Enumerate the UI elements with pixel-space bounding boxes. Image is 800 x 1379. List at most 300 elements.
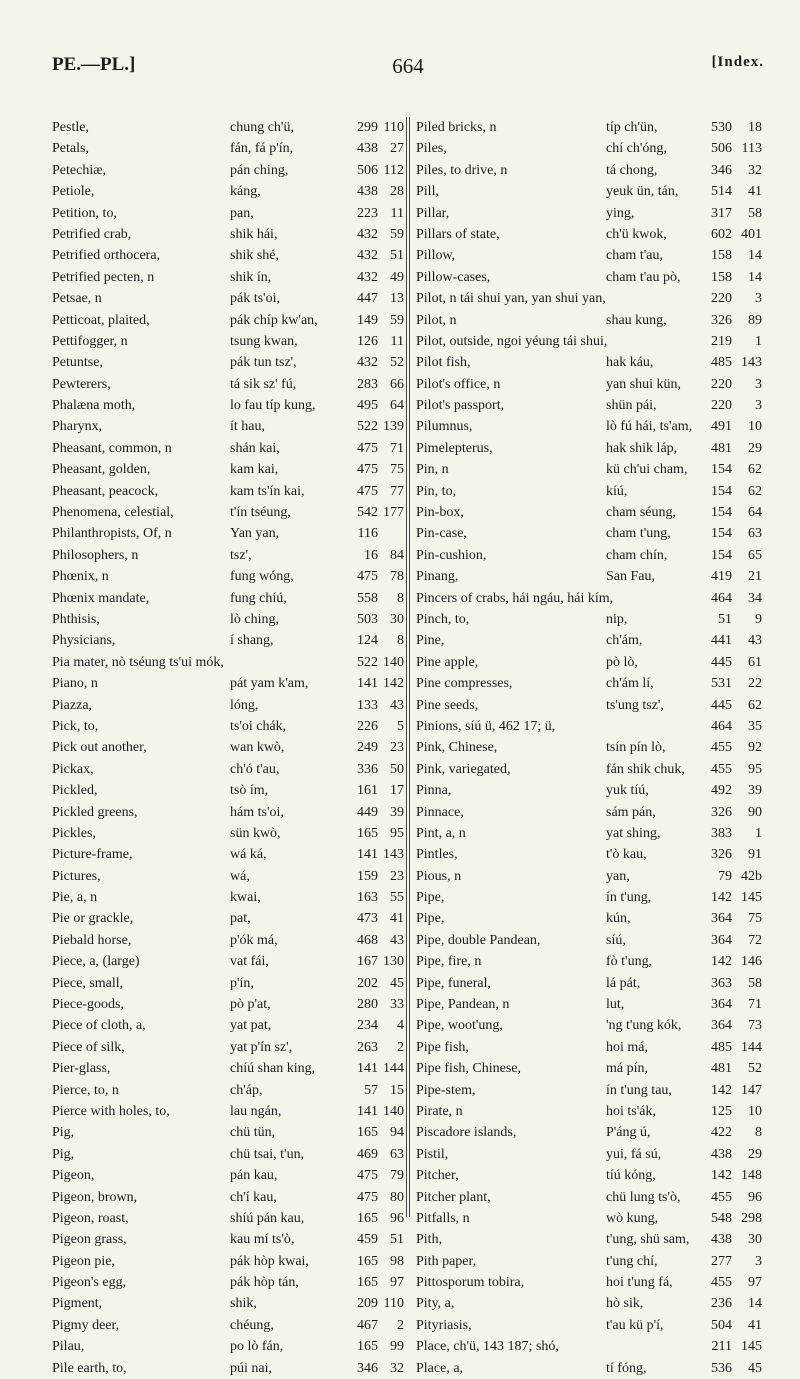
page-ref: 326 — [711, 312, 732, 328]
entry-term: Pilot's passport, — [416, 398, 505, 414]
chinese-term: lut, — [606, 997, 625, 1013]
entry-term: Pettifogger, n — [52, 333, 128, 349]
index-entry-row — [412, 609, 768, 630]
item-number: 140 — [383, 654, 404, 670]
item-number: 13 — [390, 291, 404, 307]
index-entry-row — [52, 1101, 406, 1122]
entry-term: Pickled, — [52, 783, 98, 799]
chinese-term: ít hau, — [230, 419, 265, 435]
entry-term: Pinch, to, — [416, 611, 470, 627]
index-entry-row — [52, 994, 406, 1015]
item-number: 35 — [748, 718, 762, 734]
page-ref: 154 — [711, 547, 732, 563]
index-entry-row — [412, 673, 768, 694]
page-ref: 455 — [711, 761, 732, 777]
index-entry-row — [412, 395, 768, 416]
column-divider — [409, 117, 410, 1217]
item-number: 8 — [397, 590, 404, 606]
item-number: 75 — [390, 462, 404, 478]
chinese-term: fán, fá p'ín, — [230, 141, 294, 157]
item-number: 32 — [390, 1360, 404, 1376]
page-ref: 226 — [357, 718, 378, 734]
entry-term: Pigeon, roast, — [52, 1210, 129, 1226]
index-entry-row — [52, 695, 406, 716]
index-entry-row — [412, 737, 768, 758]
index-entry-row — [412, 1208, 768, 1229]
entry-term: Petechiæ, — [52, 162, 107, 178]
chinese-term: kwai, — [230, 890, 261, 906]
entry-term: Pigeon, brown, — [52, 1189, 138, 1205]
index-entry-row — [52, 973, 406, 994]
index-entry-row — [412, 1144, 768, 1165]
item-number: 140 — [383, 1103, 404, 1119]
page-ref: 602 — [711, 226, 732, 242]
chinese-term: kíú, — [606, 483, 628, 499]
index-entry-row — [412, 1015, 768, 1036]
item-number: 113 — [741, 141, 762, 157]
chinese-term: ín t'ung tau, — [606, 1082, 672, 1098]
index-entry-row — [412, 1101, 768, 1122]
chinese-term: cham t'ung, — [606, 526, 671, 542]
index-entry-row — [412, 416, 768, 437]
index-entry-row — [52, 1165, 406, 1186]
item-number: 8 — [397, 633, 404, 649]
chinese-term: t'ín tséung, — [230, 505, 291, 521]
item-number: 41 — [390, 911, 404, 927]
item-number: 27 — [390, 141, 404, 157]
index-entry-row — [412, 1272, 768, 1293]
chinese-term: ts'ung tsz', — [606, 697, 664, 713]
page-ref: 548 — [711, 1210, 732, 1226]
index-entry-row — [52, 438, 406, 459]
item-number: 49 — [390, 269, 404, 285]
item-number: 34 — [748, 590, 762, 606]
entry-term: Piles, — [416, 141, 447, 157]
index-entry-row — [52, 416, 406, 437]
page-ref: 432 — [357, 355, 378, 371]
entry-term: Pilot, n tái shui yan, yan shui yan, — [416, 291, 606, 307]
chinese-term: cham t'au pò, — [606, 269, 681, 285]
index-entry-row — [52, 459, 406, 480]
entry-term: Pia mater, nò tséung ts'ui mók, — [52, 654, 224, 670]
item-number: 71 — [748, 997, 762, 1013]
index-entry-row — [52, 1015, 406, 1036]
item-number: 23 — [390, 868, 404, 884]
page-ref: 495 — [357, 398, 378, 414]
index-entry-row — [412, 844, 768, 865]
entry-term: Pharynx, — [52, 419, 103, 435]
item-number: 5 — [397, 718, 404, 734]
index-entry-row — [52, 673, 406, 694]
page-ref: 514 — [711, 184, 732, 200]
index-entry-row — [52, 1058, 406, 1079]
page-ref: 432 — [357, 226, 378, 242]
page-ref: 346 — [711, 162, 732, 178]
entry-term: Petition, to, — [52, 205, 117, 221]
chinese-term: wá ká, — [230, 847, 267, 863]
item-number: 177 — [383, 505, 404, 521]
item-number: 18 — [748, 120, 762, 135]
index-entry-row — [412, 1229, 768, 1250]
index-entry-row — [412, 459, 768, 480]
item-number: 42b — [741, 868, 762, 884]
page-ref: 149 — [357, 312, 378, 328]
index-entry-row — [52, 609, 406, 630]
entry-term: Pile earth, to, — [52, 1360, 127, 1376]
chinese-term: ts'oi chák, — [230, 718, 287, 734]
page-ref: 438 — [357, 184, 378, 200]
page-ref: 125 — [711, 1103, 732, 1119]
index-entry-row — [52, 1272, 406, 1293]
item-number: 89 — [748, 312, 762, 328]
page-ref: 473 — [357, 911, 378, 927]
item-number: 96 — [390, 1210, 404, 1226]
chinese-term: vat fái, — [230, 954, 269, 970]
entry-term: Pilau, — [52, 1339, 85, 1355]
page-ref: 158 — [711, 248, 732, 264]
item-number: 112 — [383, 162, 404, 178]
page-ref: 485 — [711, 1039, 732, 1055]
chinese-term: wá, — [230, 868, 250, 884]
page-ref: 506 — [357, 162, 378, 178]
index-entry-row — [52, 737, 406, 758]
chinese-term: cham séung, — [606, 505, 676, 521]
chinese-term: fán shik chuk, — [606, 761, 685, 777]
entry-term: Pipe, woot'ung, — [416, 1018, 503, 1034]
chinese-term: tíú kóng, — [606, 1168, 656, 1184]
chinese-term: chung ch'ü, — [230, 120, 294, 135]
page-ref: 263 — [357, 1039, 378, 1055]
item-number: 41 — [748, 1317, 762, 1333]
entry-term: Pier-glass, — [52, 1061, 111, 1077]
chinese-term: nip, — [606, 611, 628, 627]
entry-term: Pipe, double Pandean, — [416, 932, 541, 948]
chinese-term: síú, — [606, 932, 626, 948]
entry-term: Pickled greens, — [52, 804, 138, 820]
page-ref: 383 — [711, 825, 732, 841]
chinese-term: pan, — [230, 205, 254, 221]
index-entry-row — [412, 502, 768, 523]
page-ref: 506 — [711, 141, 732, 157]
item-number: 11 — [390, 333, 404, 349]
page-ref: 165 — [357, 1125, 378, 1141]
chinese-term: tsung kwan, — [230, 333, 298, 349]
entry-term: Pitcher plant, — [416, 1189, 491, 1205]
page-ref: 530 — [711, 120, 732, 135]
item-number: 79 — [390, 1168, 404, 1184]
entry-term: Pierce with holes, to, — [52, 1103, 170, 1119]
entry-term: Pillow, — [416, 248, 456, 264]
index-entry-row — [52, 117, 406, 138]
index-entry-row — [52, 930, 406, 951]
page-ref: 165 — [357, 1210, 378, 1226]
entry-term: Pink, variegated, — [416, 761, 511, 777]
entry-term: Phœnix, n — [52, 569, 109, 585]
entry-term: Piscadore islands, — [416, 1125, 517, 1141]
entry-term: Pipe fish, — [416, 1039, 469, 1055]
item-number: 3 — [755, 398, 762, 414]
index-entry-row — [412, 245, 768, 266]
index-entry-row — [52, 545, 406, 566]
entry-term: Pigeon's egg, — [52, 1275, 127, 1291]
page-ref: 475 — [357, 569, 378, 585]
item-number: 43 — [748, 633, 762, 649]
entry-term: Pilot fish, — [416, 355, 471, 371]
index-entry-row — [52, 630, 406, 651]
index-entry-row — [412, 117, 768, 138]
chinese-term: t'ung, shü sam, — [606, 1232, 690, 1248]
chinese-term: shíú pán kau, — [230, 1210, 305, 1226]
index-entry-row — [412, 203, 768, 224]
item-number: 62 — [748, 462, 762, 478]
entry-term: Petticoat, plaited, — [52, 312, 150, 328]
index-entry-row — [52, 887, 406, 908]
index-entry-row — [412, 1315, 768, 1336]
page-ref: 220 — [711, 398, 732, 414]
entry-term: Petrified pecten, n — [52, 269, 155, 285]
chinese-term: sün kwò, — [230, 825, 281, 841]
item-number: 32 — [748, 162, 762, 178]
index-entry-row — [52, 588, 406, 609]
entry-term: Pious, n — [416, 868, 462, 884]
entry-term: Petsae, n — [52, 291, 102, 307]
chinese-term: shik, — [230, 1296, 257, 1312]
index-entry-row — [412, 1293, 768, 1314]
item-number: 14 — [748, 269, 762, 285]
page-ref: 481 — [711, 440, 732, 456]
chinese-term: chü lung ts'ò, — [606, 1189, 681, 1205]
chinese-term: kam ts'ín kai, — [230, 483, 305, 499]
page-ref: 154 — [711, 526, 732, 542]
page-ref: 126 — [357, 333, 378, 349]
chinese-term: chí ch'óng, — [606, 141, 667, 157]
page-ref: 475 — [357, 462, 378, 478]
chinese-term: yat shing, — [606, 825, 661, 841]
item-number: 145 — [741, 1339, 762, 1355]
page-ref: 142 — [711, 890, 732, 906]
page-ref: 211 — [711, 1339, 732, 1355]
index-columns — [52, 117, 768, 1376]
page-ref: 154 — [711, 462, 732, 478]
chinese-term: lau ngán, — [230, 1103, 282, 1119]
index-entry-row — [412, 1336, 768, 1357]
index-entry-row — [412, 866, 768, 887]
page-ref: 438 — [711, 1232, 732, 1248]
chinese-term: kún, — [606, 911, 631, 927]
entry-term: Pine apple, — [416, 654, 479, 670]
page-ref: 455 — [711, 1189, 732, 1205]
index-entry-row — [412, 331, 768, 352]
index-entry-row — [52, 780, 406, 801]
index-entry-row — [52, 395, 406, 416]
item-number: 55 — [390, 890, 404, 906]
entry-term: Pie, a, n — [52, 890, 98, 906]
page-ref: 432 — [357, 269, 378, 285]
item-number: 147 — [741, 1082, 762, 1098]
page-ref: 455 — [711, 740, 732, 756]
item-number: 28 — [390, 184, 404, 200]
page-ref: 475 — [357, 1189, 378, 1205]
item-number: 143 — [741, 355, 762, 371]
page-ref: 481 — [711, 1061, 732, 1077]
entry-term: Pirate, n — [416, 1103, 463, 1119]
item-number: 94 — [390, 1125, 404, 1141]
item-number: 59 — [390, 312, 404, 328]
entry-term: Pierce, to, n — [52, 1082, 119, 1098]
entry-term: Pin, n — [416, 462, 449, 478]
chinese-term: San Fau, — [606, 569, 655, 585]
page-ref: 142 — [711, 954, 732, 970]
column-divider — [406, 117, 407, 1217]
item-number: 84 — [390, 547, 404, 563]
item-number: 63 — [748, 526, 762, 542]
index-entry-row — [52, 652, 406, 673]
index-entry-row — [412, 823, 768, 844]
entry-term: Pinnace, — [416, 804, 464, 820]
entry-term: Pintles, — [416, 847, 458, 863]
chinese-term: chü tün, — [230, 1125, 276, 1141]
chinese-term: ch'í kau, — [230, 1189, 277, 1205]
entry-term: Pestle, — [52, 120, 89, 135]
page-ref: 141 — [357, 847, 378, 863]
page-ref: 141 — [357, 1061, 378, 1077]
entry-term: Pine, — [416, 633, 445, 649]
entry-term: Pilot's office, n — [416, 376, 501, 392]
item-number: 9 — [755, 611, 762, 627]
index-entry-row — [52, 1293, 406, 1314]
page-ref: 422 — [711, 1125, 732, 1141]
item-number: 62 — [748, 483, 762, 499]
page-ref: 464 — [711, 590, 732, 606]
chinese-term: t'ung chí, — [606, 1253, 658, 1269]
index-entry-row — [52, 1208, 406, 1229]
item-number: 62 — [748, 697, 762, 713]
index-entry-row — [52, 352, 406, 373]
chinese-term: típ ch'ün, — [606, 120, 658, 135]
index-entry-row — [412, 887, 768, 908]
chinese-term: tsò ím, — [230, 783, 269, 799]
entry-term: Pick out another, — [52, 740, 147, 756]
chinese-term: púi nai, — [230, 1360, 272, 1376]
page-ref: 475 — [357, 1168, 378, 1184]
entry-term: Pewterers, — [52, 376, 111, 392]
entry-term: Pin, to, — [416, 483, 457, 499]
index-entry-row — [412, 908, 768, 929]
chinese-term: káng, — [230, 184, 261, 200]
index-entry-row — [412, 716, 768, 737]
chinese-term: tá sik sz' fú, — [230, 376, 297, 392]
page-ref: 432 — [357, 248, 378, 264]
item-number: 98 — [390, 1253, 404, 1269]
index-entry-row — [412, 481, 768, 502]
entry-term: Pipe, fire, n — [416, 954, 482, 970]
item-number: 3 — [755, 376, 762, 392]
entry-term: Pine compresses, — [416, 676, 513, 692]
item-number: 10 — [748, 419, 762, 435]
entry-term: Physicians, — [52, 633, 116, 649]
item-number: 58 — [748, 975, 762, 991]
entry-term: Pillars of state, — [416, 226, 500, 242]
page-ref: 141 — [357, 1103, 378, 1119]
item-number: 298 — [741, 1210, 762, 1226]
chinese-term: pò p'at, — [230, 997, 271, 1013]
entry-term: Pink, Chinese, — [416, 740, 498, 756]
item-number: 33 — [390, 997, 404, 1013]
index-entry-row — [52, 160, 406, 181]
chinese-term: pák hòp kwai, — [230, 1253, 309, 1269]
entry-term: Pheasant, peacock, — [52, 483, 159, 499]
chinese-term: p'ín, — [230, 975, 254, 991]
item-number: 63 — [390, 1146, 404, 1162]
index-entry-row — [52, 1080, 406, 1101]
section-range: PE.—PL.] — [52, 54, 136, 75]
page-ref: 209 — [357, 1296, 378, 1312]
chinese-term: hò sik, — [606, 1296, 644, 1312]
index-entry-row — [412, 160, 768, 181]
chinese-term: fung wóng, — [230, 569, 294, 585]
entry-term: Piece, a, (large) — [52, 954, 140, 970]
item-number: 142 — [383, 676, 404, 692]
item-number: 144 — [383, 1061, 404, 1077]
page-ref: 220 — [711, 291, 732, 307]
page-ref: 317 — [711, 205, 732, 221]
entry-term: Petiole, — [52, 184, 95, 200]
entry-term: Phenomena, celestial, — [52, 505, 174, 521]
chinese-term: kau mí ts'ò, — [230, 1232, 295, 1248]
entry-term: Philosophers, n — [52, 547, 139, 563]
entry-term: Phœnix mandate, — [52, 590, 150, 606]
chinese-term: cham chín, — [606, 547, 668, 563]
item-number: 75 — [748, 911, 762, 927]
entry-term: Pinna, — [416, 783, 452, 799]
index-entry-row — [412, 438, 768, 459]
item-number: 51 — [390, 248, 404, 264]
page-ref: 167 — [357, 954, 378, 970]
item-number: 50 — [390, 761, 404, 777]
page-ref: 475 — [357, 440, 378, 456]
chinese-term: hak káu, — [606, 355, 654, 371]
page-ref: 154 — [711, 483, 732, 499]
chinese-term: pò lò, — [606, 654, 638, 670]
entry-term: Pitfalls, n — [416, 1210, 470, 1226]
chinese-term: sám pán, — [606, 804, 656, 820]
index-entry-row — [52, 1336, 406, 1357]
item-number: 144 — [741, 1039, 762, 1055]
chinese-term: fò t'ung, — [606, 954, 653, 970]
entry-term: Pine seeds, — [416, 697, 479, 713]
index-entry-row — [412, 930, 768, 951]
chinese-term: yeuk ün, tán, — [606, 184, 679, 200]
page-ref: 464 — [711, 718, 732, 734]
item-number: 64 — [748, 505, 762, 521]
index-entry-row — [52, 374, 406, 395]
item-number: 97 — [748, 1275, 762, 1291]
page-ref: 336 — [357, 761, 378, 777]
page-ref: 154 — [711, 505, 732, 521]
page-ref: 449 — [357, 804, 378, 820]
index-entry-row — [52, 823, 406, 844]
page-ref: 522 — [357, 419, 378, 435]
entry-term: Pigment, — [52, 1296, 103, 1312]
entry-term: Pith, — [416, 1232, 443, 1248]
index-entry-row — [412, 545, 768, 566]
item-number: 52 — [390, 355, 404, 371]
chinese-term: ín t'ung, — [606, 890, 652, 906]
index-entry-row — [412, 951, 768, 972]
entry-term: Piles, to drive, n — [416, 162, 508, 178]
entry-term: Pickax, — [52, 761, 94, 777]
page-ref: 447 — [357, 291, 378, 307]
